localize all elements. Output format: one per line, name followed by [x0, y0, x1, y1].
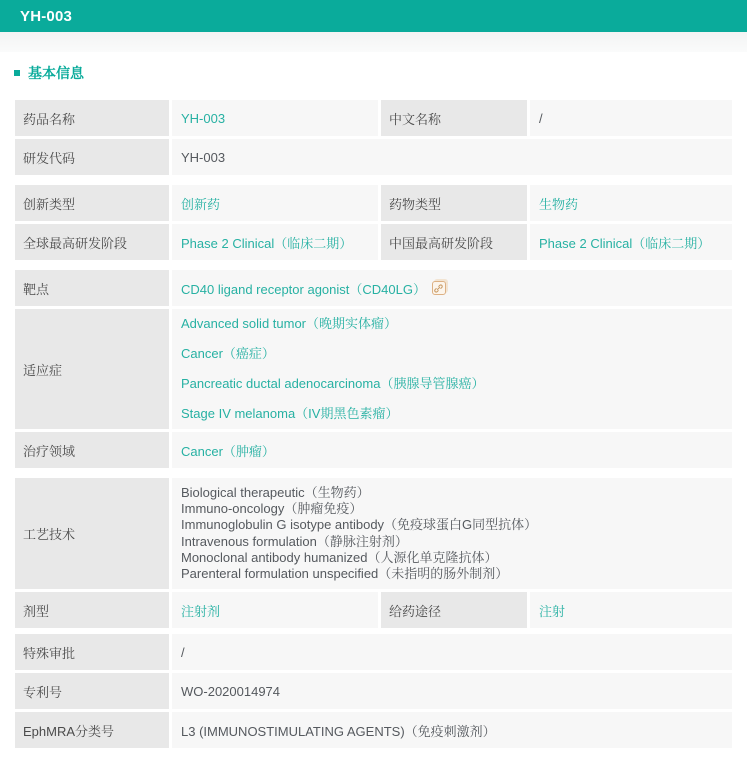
table-row-patent [15, 673, 732, 709]
special-approval-label: 特殊审批 [15, 634, 169, 670]
route-link[interactable]: 注射 [539, 603, 566, 619]
route-label: 给药途径 [381, 592, 527, 628]
chinese-name-value: / [530, 100, 732, 136]
table-row-ephmra [15, 712, 732, 748]
global-stage-link[interactable]: Phase 2 Clinical（临床二期） [181, 235, 353, 251]
table-row-special-approval [15, 634, 732, 670]
drug-name-cell [172, 100, 378, 136]
technology-item: Monoclonal antibody humanized（人源化单克隆抗体） [181, 549, 498, 565]
drug-type-label: 药物类型 [381, 185, 527, 221]
indications-cell [172, 309, 732, 429]
table-row-drug-name [15, 100, 732, 136]
external-link-icon[interactable] [432, 281, 446, 295]
innovation-type-cell [172, 185, 378, 221]
technology-cell [172, 478, 732, 589]
table-row-dosage [15, 592, 732, 628]
page-title: YH-003 [20, 7, 73, 25]
technology-item: Immuno-oncology（肿瘤免疫） [181, 500, 363, 516]
global-stage-label: 全球最高研发阶段 [15, 224, 169, 260]
special-approval-value: / [172, 634, 732, 670]
basic-info-table [15, 100, 732, 748]
dosage-form-link[interactable]: 注射剂 [181, 603, 221, 619]
table-row-target [15, 270, 732, 306]
technology-item: Immunoglobulin G isotype antibody（免疫球蛋白G同型抗体） [181, 517, 538, 533]
innovation-type-link[interactable]: 创新药 [181, 196, 221, 212]
patent-value: WO-2020014974 [172, 673, 732, 709]
table-row-rd-code [15, 139, 732, 175]
drug-name-link[interactable]: YH-003 [181, 110, 226, 126]
dosage-form-cell [172, 592, 378, 628]
section-basic-info [14, 63, 747, 83]
target-cell [172, 270, 732, 306]
drug-type-cell [530, 185, 732, 221]
table-row-technology [15, 478, 732, 589]
table-row-types [15, 185, 732, 221]
ephmra-label: EphMRA分类号 [15, 712, 169, 748]
global-stage-cell [172, 224, 378, 260]
rd-code-label: 研发代码 [15, 139, 169, 175]
indications-label: 适应症 [15, 309, 169, 429]
route-cell [530, 592, 732, 628]
page-header [0, 0, 747, 32]
china-stage-link[interactable]: Phase 2 Clinical（临床二期） [539, 235, 711, 251]
patent-label: 专利号 [15, 673, 169, 709]
target-link[interactable]: CD40 ligand receptor agonist（CD40LG） [181, 281, 426, 297]
table-row-indications [15, 309, 732, 429]
chinese-name-label: 中文名称 [381, 100, 527, 136]
drug-name-label: 药品名称 [15, 100, 169, 136]
rd-code-value: YH-003 [172, 139, 732, 175]
therapeutic-area-link[interactable]: Cancer（肿瘤） [181, 443, 275, 459]
square-bullet-icon [14, 70, 20, 76]
section-title-text: 基本信息 [28, 65, 84, 81]
table-row-stages [15, 224, 732, 260]
technology-label: 工艺技术 [15, 478, 169, 589]
ephmra-value: L3 (IMMUNOSTIMULATING AGENTS)（免疫刺激剂） [172, 712, 732, 748]
china-stage-label: 中国最高研发阶段 [381, 224, 527, 260]
therapeutic-area-label: 治疗领域 [15, 432, 169, 468]
table-row-therapeutic-area [15, 432, 732, 468]
technology-item: Intravenous formulation（静脉注射剂） [181, 533, 408, 549]
drug-type-link[interactable]: 生物药 [539, 196, 579, 212]
technology-item: Parenteral formulation unspecified（未指明的肠外制剂） [181, 566, 509, 582]
innovation-type-label: 创新类型 [15, 185, 169, 221]
china-stage-cell [530, 224, 732, 260]
header-shadow [0, 32, 747, 52]
indication-link[interactable]: Cancer（癌症） [181, 346, 275, 361]
dosage-form-label: 剂型 [15, 592, 169, 628]
indication-link[interactable]: Pancreatic ductal adenocarcinoma（胰腺导管腺癌） [181, 376, 485, 391]
target-label: 靶点 [15, 270, 169, 306]
indication-link[interactable]: Advanced solid tumor（晚期实体瘤） [181, 316, 398, 331]
indication-link[interactable]: Stage IV melanoma（IV期黑色素瘤） [181, 406, 399, 421]
technology-item: Biological therapeutic（生物药） [181, 484, 370, 500]
therapeutic-area-cell [172, 432, 732, 468]
